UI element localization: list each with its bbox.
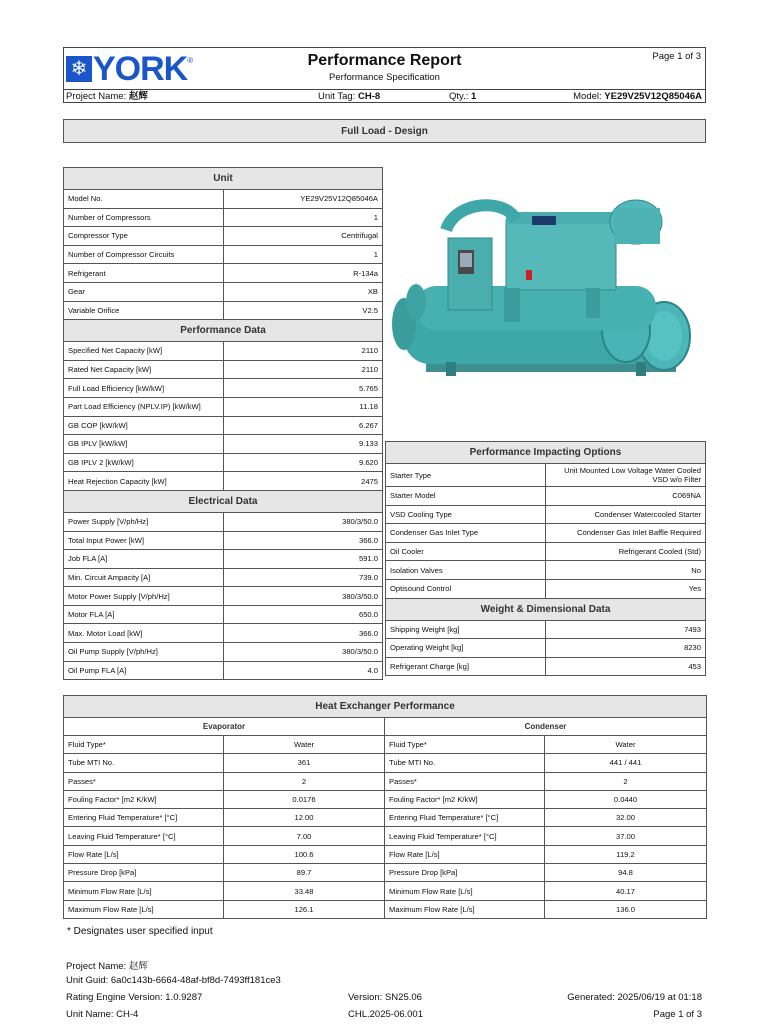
weight-label: Refrigerant Charge [kg] [386, 657, 546, 676]
electrical-value: 366.0 [223, 531, 383, 550]
unit-value: 1 [223, 208, 383, 227]
condenser-label: Pressure Drop [kPa] [385, 864, 545, 882]
unit-label: Number of Compressors [64, 208, 224, 227]
table-row [64, 416, 383, 435]
performance-label: Rated Net Capacity [kW] [64, 360, 224, 379]
evaporator-value: 12.00 [224, 809, 385, 827]
unit-header: Unit [64, 168, 383, 190]
condenser-label: Tube MTI No. [385, 754, 545, 772]
evaporator-label: Minimum Flow Rate [L/s] [64, 882, 224, 900]
performance-value: 9.620 [223, 453, 383, 472]
table-row [64, 360, 383, 379]
evaporator-label: Passes* [64, 772, 224, 790]
unit-value: XB [223, 282, 383, 301]
footer-unit-name: Unit Name: CH-4 [66, 1009, 139, 1020]
electrical-label: Motor FLA [A] [64, 605, 224, 624]
table-row [64, 379, 383, 398]
evaporator-value: 126.1 [224, 900, 385, 918]
table-row [64, 453, 383, 472]
unit-label: Gear [64, 282, 224, 301]
condenser-label: Passes* [385, 772, 545, 790]
condenser-label: Entering Fluid Temperature* [°C] [385, 809, 545, 827]
table-row [64, 245, 383, 264]
weight-value: 7493 [546, 620, 706, 639]
options-label: Oil Cooler [386, 542, 546, 561]
evaporator-value: 33.48 [224, 882, 385, 900]
table-row [64, 643, 383, 662]
report-subtitle: Performance Specification [329, 72, 440, 83]
evaporator-label: Maximum Flow Rate [L/s] [64, 900, 224, 918]
electrical-label: Oil Pump Supply [V/ph/Hz] [64, 643, 224, 662]
table-row [64, 882, 707, 900]
condenser-value: 40.17 [545, 882, 707, 900]
performance-header: Performance Data [64, 320, 383, 342]
electrical-label: Max. Motor Load [kW] [64, 624, 224, 643]
table-row [386, 579, 706, 598]
table-row [64, 827, 707, 845]
evaporator-value: 2 [224, 772, 385, 790]
chiller-image [386, 190, 706, 400]
electrical-value: 380/3/50.0 [223, 587, 383, 606]
electrical-label: Job FLA [A] [64, 550, 224, 569]
footer-engine: Rating Engine Version: 1.0.9287 [66, 992, 203, 1003]
performance-label: GB IPLV [kW/kW] [64, 435, 224, 454]
options-value: Yes [546, 579, 706, 598]
table-row [386, 620, 706, 639]
electrical-label: Min. Circuit Ampacity [A] [64, 568, 224, 587]
qty: Qty.: 1 [449, 91, 477, 102]
table-row [64, 809, 707, 827]
footnote: * Designates user specified input [67, 926, 213, 937]
evaporator-value: 361 [224, 754, 385, 772]
table-row [64, 661, 383, 680]
table-row [64, 550, 383, 569]
electrical-value: 650.0 [223, 605, 383, 624]
project-name: Project Name: 赵辉 [66, 91, 148, 102]
options-label: Isolation Valves [386, 561, 546, 580]
table-row [386, 524, 706, 543]
model: Model: YE29V25V12Q85046A [573, 91, 702, 102]
evaporator-value: 0.0176 [224, 790, 385, 808]
electrical-label: Total Input Power [kW] [64, 531, 224, 550]
unit-label: Refrigerant [64, 264, 224, 283]
performance-label: Specified Net Capacity [kW] [64, 342, 224, 361]
electrical-value: 366.0 [223, 624, 383, 643]
table-row [64, 845, 707, 863]
heat-exchanger-table [63, 695, 707, 919]
electrical-value: 739.0 [223, 568, 383, 587]
page-indicator: Page 1 of 3 [652, 51, 701, 62]
performance-value: 2475 [223, 472, 383, 491]
unit-label: Compressor Type [64, 227, 224, 246]
options-label: VSD Cooling Type [386, 505, 546, 524]
options-value: Unit Mounted Low Voltage Water Cooled VSD w/o Filter [546, 464, 706, 487]
evaporator-value: 100.6 [224, 845, 385, 863]
report-header [63, 47, 706, 103]
weight-label: Shipping Weight [kg] [386, 620, 546, 639]
unit-label: Variable Orifice [64, 301, 224, 320]
footer-page: Page 1 of 3 [653, 1009, 702, 1020]
snowflake-icon: ❄ [66, 56, 92, 82]
evaporator-value: 7.00 [224, 827, 385, 845]
evaporator-label: Fouling Factor* [m2 K/kW] [64, 790, 224, 808]
condenser-value: Water [545, 736, 707, 754]
options-value: No [546, 561, 706, 580]
unit-value: R-134a [223, 264, 383, 283]
condenser-value: 37.00 [545, 827, 707, 845]
electrical-header: Electrical Data [64, 490, 383, 512]
table-row [64, 208, 383, 227]
table-row [64, 864, 707, 882]
options-label: Starter Model [386, 487, 546, 506]
condenser-value: 441 / 441 [545, 754, 707, 772]
footer-chl: CHL.2025-06.001 [348, 1009, 423, 1020]
unit-spec-table [63, 167, 383, 680]
performance-value: 11.18 [223, 397, 383, 416]
unit-label: Model No. [64, 190, 224, 209]
table-row [64, 227, 383, 246]
footer-version: Version: SN25.06 [348, 992, 422, 1003]
unit-value: Centrifugal [223, 227, 383, 246]
condenser-header: Condenser [385, 718, 707, 736]
hx-title: Heat Exchanger Performance [64, 696, 707, 718]
table-row [64, 772, 707, 790]
table-row [64, 435, 383, 454]
electrical-value: 380/3/50.0 [223, 512, 383, 531]
unit-value: 1 [223, 245, 383, 264]
evaporator-header: Evaporator [64, 718, 385, 736]
table-row [386, 487, 706, 506]
york-logo: ❄ YORK ® [66, 54, 193, 84]
performance-value: 5.765 [223, 379, 383, 398]
electrical-label: Motor Power Supply [V/ph/Hz] [64, 587, 224, 606]
electrical-value: 591.0 [223, 550, 383, 569]
weight-label: Operating Weight [kg] [386, 639, 546, 658]
evaporator-label: Fluid Type* [64, 736, 224, 754]
performance-label: Heat Rejection Capacity [kW] [64, 472, 224, 491]
condenser-value: 119.2 [545, 845, 707, 863]
options-label: Starter Type [386, 464, 546, 487]
condenser-label: Fouling Factor* [m2 K/kW] [385, 790, 545, 808]
performance-value: 2110 [223, 360, 383, 379]
condenser-label: Minimum Flow Rate [L/s] [385, 882, 545, 900]
condenser-label: Fluid Type* [385, 736, 545, 754]
table-row [64, 342, 383, 361]
table-row [386, 464, 706, 487]
condenser-value: 32.00 [545, 809, 707, 827]
performance-label: GB COP [kW/kW] [64, 416, 224, 435]
performance-value: 6.267 [223, 416, 383, 435]
condenser-label: Maximum Flow Rate [L/s] [385, 900, 545, 918]
unit-value: YE29V25V12Q85046A [223, 190, 383, 209]
table-row [386, 639, 706, 658]
options-value: Condenser Gas Inlet Baffle Required [546, 524, 706, 543]
options-value: Condenser Watercooled Starter [546, 505, 706, 524]
evaporator-value: 89.7 [224, 864, 385, 882]
unit-tag: Unit Tag: CH-8 [318, 91, 381, 102]
weight-value: 8230 [546, 639, 706, 658]
electrical-value: 4.0 [223, 661, 383, 680]
electrical-label: Power Supply [V/ph/Hz] [64, 512, 224, 531]
table-row [64, 790, 707, 808]
condenser-label: Flow Rate [L/s] [385, 845, 545, 863]
table-row [64, 512, 383, 531]
weight-header: Weight & Dimensional Data [386, 598, 706, 620]
options-header: Performance Impacting Options [386, 442, 706, 464]
unit-value: V2.5 [223, 301, 383, 320]
table-row [64, 568, 383, 587]
table-row [386, 657, 706, 676]
footer-guid: Unit Guid: 6a0c143b-6664-48af-bf8d-7493ff181ce3 [66, 975, 281, 986]
table-row [386, 561, 706, 580]
condenser-value: 2 [545, 772, 707, 790]
table-row [64, 754, 707, 772]
table-row [64, 282, 383, 301]
weight-value: 453 [546, 657, 706, 676]
table-row [64, 190, 383, 209]
electrical-label: Oil Pump FLA [A] [64, 661, 224, 680]
section-title: Full Load - Design [63, 119, 706, 143]
evaporator-label: Tube MTI No. [64, 754, 224, 772]
electrical-value: 380/3/50.0 [223, 643, 383, 662]
performance-value: 9.133 [223, 435, 383, 454]
table-row [386, 542, 706, 561]
performance-label: Full Load Efficiency [kW/kW] [64, 379, 224, 398]
performance-label: GB IPLV 2 [kW/kW] [64, 453, 224, 472]
performance-value: 2110 [223, 342, 383, 361]
table-row [64, 301, 383, 320]
table-row [64, 472, 383, 491]
options-label: Condenser Gas Inlet Type [386, 524, 546, 543]
evaporator-label: Pressure Drop [kPa] [64, 864, 224, 882]
evaporator-label: Flow Rate [L/s] [64, 845, 224, 863]
condenser-value: 0.0440 [545, 790, 707, 808]
footer-generated: Generated: 2025/06/19 at 01:18 [567, 992, 702, 1003]
table-row [64, 900, 707, 918]
options-label: Optisound Control [386, 579, 546, 598]
report-title: Performance Report [307, 52, 462, 69]
condenser-value: 94.8 [545, 864, 707, 882]
table-row [386, 505, 706, 524]
evaporator-value: Water [224, 736, 385, 754]
performance-label: Part Load Efficiency (NPLV.IP) [kW/kW] [64, 397, 224, 416]
table-row [64, 397, 383, 416]
unit-label: Number of Compressor Circuits [64, 245, 224, 264]
table-row [64, 264, 383, 283]
options-table [385, 441, 706, 676]
table-row [64, 736, 707, 754]
table-row [64, 531, 383, 550]
table-row [64, 587, 383, 606]
options-value: Refrigerant Cooled (Std) [546, 542, 706, 561]
condenser-label: Leaving Fluid Temperature* [°C] [385, 827, 545, 845]
footer-project: Project Name: 赵辉 [66, 961, 148, 972]
evaporator-label: Leaving Fluid Temperature* [°C] [64, 827, 224, 845]
table-row [64, 605, 383, 624]
evaporator-label: Entering Fluid Temperature* [°C] [64, 809, 224, 827]
table-row [64, 624, 383, 643]
options-value: C069NA [546, 487, 706, 506]
condenser-value: 136.0 [545, 900, 707, 918]
